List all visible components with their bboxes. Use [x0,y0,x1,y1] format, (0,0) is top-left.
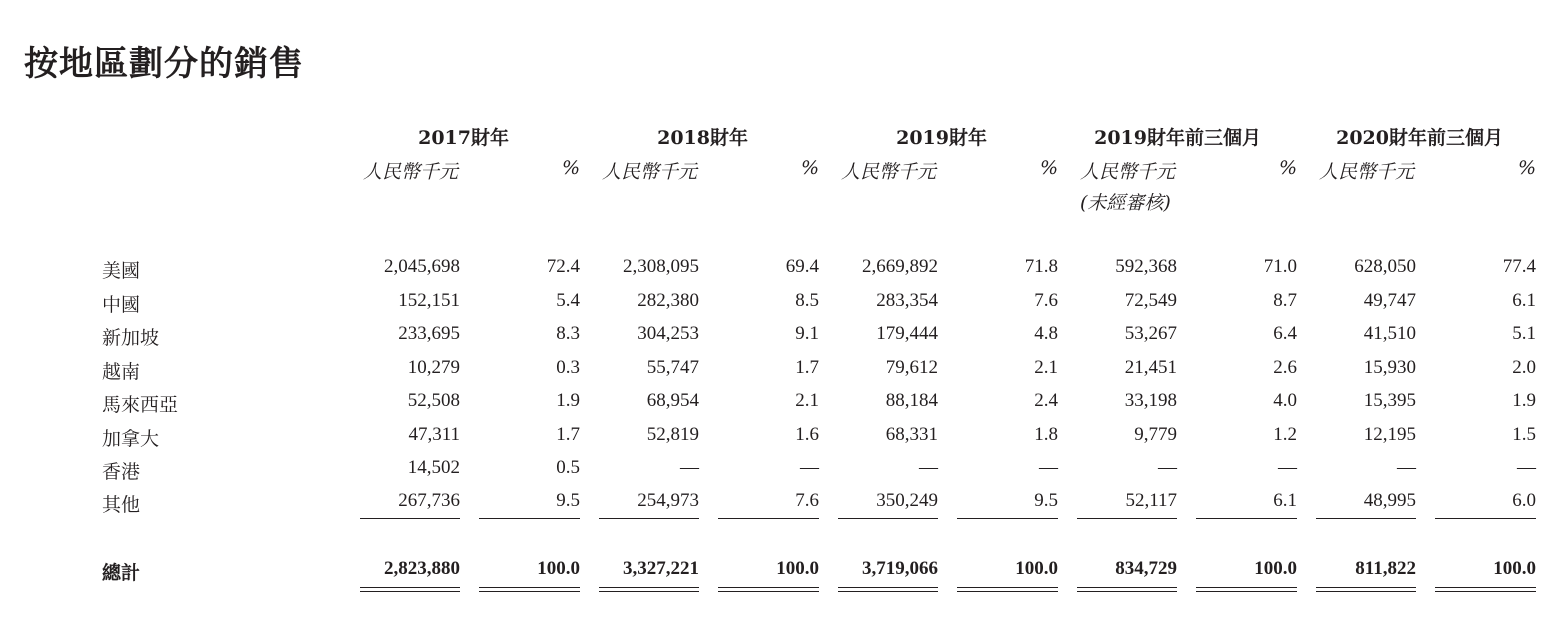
table-row [0,290,1556,318]
amount-cell: 49,747 [1363,290,1416,311]
percent-cell: 1.8 [1034,424,1058,445]
percent-cell: 1.6 [795,424,819,445]
total-amount-cell: 834,729 [1115,558,1177,579]
percent-cell: 1.7 [556,424,580,445]
percent-cell: — [1039,457,1058,478]
amount-cell: 282,380 [637,290,699,311]
amount-cell: 41,510 [1363,323,1416,344]
total-amount-cell: 811,822 [1355,558,1416,579]
percent-cell: 2.1 [1034,357,1058,378]
percent-cell: 4.8 [1034,323,1058,344]
subtotal-rule [599,518,699,519]
percent-cell: 9.5 [556,490,580,511]
column-year-header: 2019財年 [896,127,987,149]
total-percent-cell: 100.0 [1493,558,1536,579]
percent-cell: 6.4 [1273,323,1297,344]
percent-cell: 5.4 [556,290,580,311]
row-label: 美國 [102,260,141,282]
total-row [0,558,1556,586]
amount-cell: 254,973 [637,490,699,511]
percent-cell: 9.5 [1034,490,1058,511]
column-year-header: 2018財年 [657,127,748,149]
amount-cell: 68,331 [885,424,938,445]
column-unit-header: 人民幣千元 [1080,161,1176,183]
total-double-rule [957,587,1058,592]
percent-cell: 1.7 [795,357,819,378]
percent-cell: 0.3 [556,357,580,378]
column-unit-header: 人民幣千元 [602,161,698,183]
amount-cell: 55,747 [646,357,699,378]
percent-cell: 71.8 [1024,256,1058,277]
amount-cell: 267,736 [398,490,460,511]
table-row [0,457,1556,485]
total-percent-cell: 100.0 [1254,558,1297,579]
page-title: 按地區劃分的銷售 [24,44,304,84]
amount-cell: — [1397,457,1416,478]
table-row [0,490,1556,518]
amount-cell: — [680,457,699,478]
amount-cell: 2,669,892 [862,256,938,277]
amount-cell: 21,451 [1124,357,1177,378]
amount-cell: 10,279 [407,357,460,378]
amount-cell: 72,549 [1124,290,1177,311]
percent-cell: 5.1 [1512,323,1536,344]
amount-cell: 152,151 [398,290,460,311]
percent-cell: 77.4 [1502,256,1536,277]
column-percent-header: % [800,157,819,179]
row-label: 中國 [102,294,141,316]
amount-cell: 88,184 [885,390,938,411]
amount-cell: 47,311 [408,424,460,445]
total-double-rule [838,587,938,592]
percent-cell: 72.4 [546,256,580,277]
amount-cell: 283,354 [876,290,938,311]
amount-cell: 628,050 [1354,256,1416,277]
percent-cell: 1.9 [1512,390,1536,411]
column-year-header: 2017財年 [418,127,509,149]
total-percent-cell: 100.0 [776,558,819,579]
amount-cell: 350,249 [876,490,938,511]
percent-cell: 8.7 [1273,290,1297,311]
subtotal-rule [479,518,580,519]
percent-cell: 6.0 [1512,490,1536,511]
column-unit-header: 人民幣千元 [1319,161,1415,183]
amount-cell: 9,779 [1134,424,1177,445]
percent-cell: — [1517,457,1536,478]
column-year-header: 2020財年前三個月 [1336,127,1503,149]
percent-cell: 7.6 [1034,290,1058,311]
percent-cell: 7.6 [795,490,819,511]
amount-cell: 15,930 [1363,357,1416,378]
percent-cell: — [1278,457,1297,478]
table-row [0,323,1556,351]
amount-cell: 179,444 [876,323,938,344]
total-double-rule [1316,587,1416,592]
row-label: 其他 [102,494,141,516]
subtotal-rule [1435,518,1536,519]
percent-cell: 2.0 [1512,357,1536,378]
total-double-rule [599,587,699,592]
table-row [0,357,1556,385]
amount-cell: 12,195 [1363,424,1416,445]
subtotal-rule [1077,518,1177,519]
column-percent-header: % [561,157,580,179]
total-double-rule [1077,587,1177,592]
amount-cell: 52,117 [1125,490,1177,511]
row-label: 新加坡 [102,327,160,349]
amount-cell: 233,695 [398,323,460,344]
total-double-rule [360,587,460,592]
total-double-rule [479,587,580,592]
table-row [0,390,1556,418]
column-unit-header: 人民幣千元 [363,161,459,183]
amount-cell: — [919,457,938,478]
total-double-rule [718,587,819,592]
amount-cell: 14,502 [407,457,460,478]
amount-cell: 79,612 [885,357,938,378]
total-label: 總計 [102,562,141,584]
row-label: 加拿大 [102,428,160,450]
subtotal-rule [1316,518,1416,519]
percent-cell: 0.5 [556,457,580,478]
total-amount-cell: 3,719,066 [862,558,938,579]
amount-cell: 68,954 [646,390,699,411]
amount-cell: 48,995 [1363,490,1416,511]
column-percent-header: % [1517,157,1536,179]
column-note: (未經審核) [1080,192,1171,214]
subtotal-rule [838,518,938,519]
percent-cell: 71.0 [1263,256,1297,277]
percent-cell: 9.1 [795,323,819,344]
table-row [0,424,1556,452]
column-unit-header: 人民幣千元 [841,161,937,183]
percent-cell: — [800,457,819,478]
total-double-rule [1435,587,1536,592]
subtotal-rule [957,518,1058,519]
row-label: 香港 [102,461,141,483]
total-amount-cell: 3,327,221 [623,558,699,579]
amount-cell: 15,395 [1363,390,1416,411]
subtotal-rule [1196,518,1297,519]
amount-cell: 52,819 [646,424,699,445]
row-label: 越南 [102,361,141,383]
amount-cell: 52,508 [407,390,460,411]
percent-cell: 8.3 [556,323,580,344]
table-row [0,256,1556,284]
column-percent-header: % [1278,157,1297,179]
percent-cell: 1.9 [556,390,580,411]
column-year-header: 2019財年前三個月 [1094,127,1261,149]
subtotal-rule [360,518,460,519]
amount-cell: — [1158,457,1177,478]
percent-cell: 2.4 [1034,390,1058,411]
total-amount-cell: 2,823,880 [384,558,460,579]
percent-cell: 6.1 [1273,490,1297,511]
amount-cell: 53,267 [1124,323,1177,344]
percent-cell: 1.5 [1512,424,1536,445]
percent-cell: 1.2 [1273,424,1297,445]
amount-cell: 2,308,095 [623,256,699,277]
percent-cell: 2.1 [795,390,819,411]
subtotal-rule [718,518,819,519]
total-percent-cell: 100.0 [537,558,580,579]
amount-cell: 304,253 [637,323,699,344]
row-label: 馬來西亞 [102,394,179,416]
percent-cell: 2.6 [1273,357,1297,378]
amount-cell: 592,368 [1115,256,1177,277]
percent-cell: 69.4 [785,256,819,277]
percent-cell: 4.0 [1273,390,1297,411]
total-percent-cell: 100.0 [1015,558,1058,579]
percent-cell: 6.1 [1512,290,1536,311]
total-double-rule [1196,587,1297,592]
percent-cell: 8.5 [795,290,819,311]
column-percent-header: % [1039,157,1058,179]
amount-cell: 2,045,698 [384,256,460,277]
amount-cell: 33,198 [1124,390,1177,411]
